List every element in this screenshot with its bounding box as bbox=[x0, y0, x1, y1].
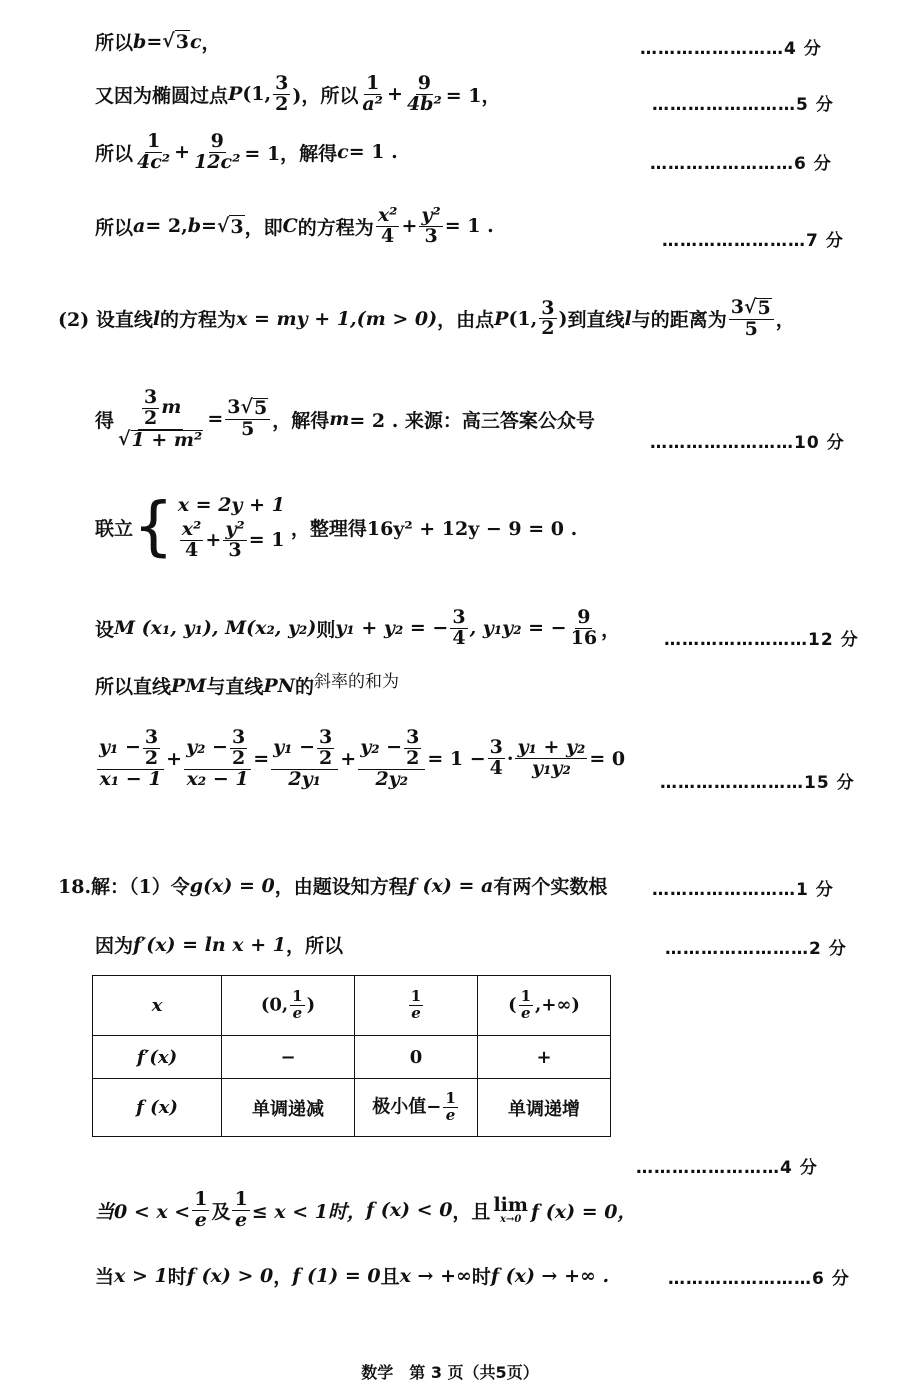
numerator: 1 bbox=[194, 1188, 208, 1210]
numerator: 3 bbox=[406, 726, 420, 748]
denominator: 3 bbox=[228, 538, 242, 561]
fraction bbox=[317, 728, 334, 769]
denominator: x₂ − 1 bbox=[186, 767, 249, 790]
denominator: 4c² bbox=[137, 150, 171, 173]
text: ) bbox=[306, 994, 316, 1016]
solution-line-14 bbox=[95, 1262, 609, 1289]
numerator: 1 bbox=[292, 987, 303, 1006]
denominator: e bbox=[194, 1208, 207, 1231]
text: 得 bbox=[95, 409, 115, 432]
text: = 1，解得 bbox=[244, 142, 338, 165]
var-c: c bbox=[189, 30, 202, 53]
denominator bbox=[116, 427, 205, 451]
fraction bbox=[223, 520, 246, 561]
numerator: 3 bbox=[541, 296, 555, 319]
numerator: 3 bbox=[231, 726, 246, 748]
text: 所以 bbox=[95, 142, 134, 165]
fraction bbox=[192, 1190, 209, 1231]
var-m: m bbox=[161, 396, 182, 419]
numerator: y² bbox=[225, 518, 245, 540]
coef: 3 bbox=[227, 396, 241, 419]
text: 的方程为 bbox=[160, 309, 237, 332]
text: ( bbox=[508, 994, 517, 1016]
numerator: 1 bbox=[146, 130, 161, 152]
text: 则 bbox=[316, 618, 336, 641]
denominator: 2 bbox=[144, 746, 159, 769]
var-a: a bbox=[133, 215, 146, 238]
text: ，由点 bbox=[437, 309, 495, 332]
radicand: 3 bbox=[230, 215, 244, 238]
line-PN: PN bbox=[263, 674, 296, 697]
equation: x = 2y + 1 bbox=[177, 494, 285, 516]
fraction bbox=[519, 989, 533, 1022]
text: + bbox=[166, 747, 183, 770]
table-cell bbox=[222, 976, 355, 1036]
numerator: 3 bbox=[319, 726, 333, 748]
page-footer: 数学 第 3 页（共5页） bbox=[361, 1363, 539, 1382]
fraction bbox=[729, 298, 774, 340]
text: ， bbox=[775, 309, 795, 332]
numerator: x² bbox=[181, 518, 202, 540]
text: ，且 bbox=[452, 1200, 491, 1223]
line-PM: PM bbox=[171, 674, 207, 697]
equation: x > 1 bbox=[114, 1264, 168, 1287]
limit bbox=[493, 1193, 528, 1225]
denominator: 4 bbox=[489, 757, 503, 780]
table-row bbox=[93, 976, 611, 1036]
text: ，即 bbox=[244, 216, 283, 239]
denominator: 2 bbox=[231, 746, 246, 769]
table-cell: + bbox=[478, 1036, 611, 1079]
text: 及 bbox=[211, 1200, 231, 1223]
denominator: x₁ − 1 bbox=[99, 767, 162, 790]
numerator: 9 bbox=[210, 130, 224, 152]
fraction bbox=[184, 728, 251, 790]
denominator: e bbox=[292, 1004, 303, 1022]
sqrt: √ 5 bbox=[743, 296, 771, 319]
text: f (x) = 0， bbox=[530, 1200, 637, 1223]
numerator bbox=[138, 388, 183, 430]
denominator: 5 bbox=[744, 317, 758, 340]
fraction bbox=[419, 206, 442, 247]
equation bbox=[178, 520, 285, 561]
text: 又因为椭圆过点 bbox=[95, 84, 229, 107]
equation: x = my + 1,(m > 0) bbox=[236, 307, 438, 330]
fraction bbox=[404, 728, 421, 769]
text: 且 bbox=[380, 1266, 400, 1288]
text: ，由题设知方程 bbox=[274, 876, 408, 898]
table-cell bbox=[355, 976, 478, 1036]
text: + bbox=[205, 529, 222, 552]
score-marker: ……………………4 分 bbox=[636, 1158, 818, 1178]
lim-text: lim bbox=[493, 1193, 528, 1216]
fraction bbox=[358, 728, 425, 790]
fraction bbox=[569, 608, 599, 649]
solution-line-6 bbox=[95, 388, 595, 451]
fraction bbox=[360, 74, 385, 115]
solution-line-9 bbox=[95, 672, 399, 699]
text: = 1 − bbox=[427, 747, 486, 770]
sqrt: √ 3 bbox=[216, 214, 244, 238]
text: 当0 < x < bbox=[95, 1200, 191, 1223]
text: 与的距离为 bbox=[631, 309, 727, 332]
text: (1, bbox=[242, 83, 272, 106]
sqrt: √ 1 + m² bbox=[118, 427, 203, 451]
text: 有两个实数根 bbox=[493, 876, 608, 898]
solution-line-4 bbox=[95, 206, 494, 247]
text: y₂ − bbox=[186, 736, 228, 759]
text: )，所以 bbox=[292, 84, 359, 107]
text: 联立 bbox=[95, 517, 134, 540]
score-marker: ……………………1 分 bbox=[652, 880, 834, 900]
solution-line-12 bbox=[95, 931, 343, 958]
fraction bbox=[116, 388, 205, 451]
numerator: 1 bbox=[410, 987, 422, 1006]
handwritten-note: 斜率的和为 bbox=[314, 672, 400, 692]
equation: f (x) > 0 bbox=[186, 1264, 274, 1287]
var-l: l bbox=[152, 307, 161, 330]
text: = bbox=[207, 408, 224, 431]
numerator: 3 bbox=[144, 726, 159, 748]
denominator: 2 bbox=[319, 746, 333, 769]
text: = 1 . bbox=[348, 141, 398, 164]
table-cell bbox=[355, 1079, 478, 1137]
text: 因为 bbox=[95, 935, 134, 957]
score-marker: ……………………6 分 bbox=[650, 154, 832, 174]
text: 当 bbox=[95, 1266, 115, 1288]
numerator bbox=[184, 728, 251, 770]
fraction bbox=[515, 738, 587, 779]
solution-line-2 bbox=[95, 74, 501, 115]
equation: f (x) < 0 bbox=[365, 1199, 453, 1222]
text: 时 bbox=[471, 1266, 491, 1288]
sqrt: √ 3 bbox=[162, 30, 189, 53]
point-P: P bbox=[494, 307, 509, 330]
text: 的方程为 bbox=[297, 216, 374, 239]
solution-line-7 bbox=[95, 490, 578, 565]
var-l: l bbox=[624, 307, 632, 330]
denominator: 4 bbox=[184, 538, 199, 561]
radicand: 1 + m² bbox=[131, 428, 203, 451]
solution-line-8 bbox=[95, 608, 620, 649]
solution-line-11 bbox=[58, 872, 607, 899]
denominator: 2y₂ bbox=[375, 767, 409, 790]
numerator: y₁ + y₂ bbox=[517, 736, 586, 759]
var-c: c bbox=[337, 141, 349, 164]
text: 所以 bbox=[95, 32, 134, 54]
table-cell: f′(x) bbox=[93, 1036, 222, 1079]
text: = bbox=[146, 30, 163, 53]
denominator: 5 bbox=[241, 418, 255, 441]
text: ，整理得16y² + 12y − 9 = 0 . bbox=[290, 517, 578, 540]
score-marker: ……………………7 分 bbox=[662, 231, 844, 251]
text: 所以 bbox=[95, 216, 134, 239]
numerator: 1 bbox=[366, 72, 380, 94]
table-cell: x bbox=[93, 976, 222, 1036]
solution-line-1 bbox=[95, 28, 221, 55]
text: ≤ x < 1时， bbox=[251, 1200, 366, 1223]
table-cell: 单调递减 bbox=[222, 1079, 355, 1137]
equation: g(x) = 0 bbox=[189, 874, 275, 897]
fraction bbox=[405, 74, 444, 115]
text: = bbox=[201, 215, 217, 238]
text: 所以直线 bbox=[95, 676, 172, 698]
text: + bbox=[340, 747, 357, 770]
text: 到直线 bbox=[567, 309, 625, 332]
score-marker: ……………………12 分 bbox=[664, 630, 859, 650]
text: (2) 设直线 bbox=[58, 309, 153, 332]
text: = 1， bbox=[445, 84, 501, 107]
text: = 1 bbox=[248, 529, 285, 552]
numerator: 1 bbox=[520, 987, 532, 1006]
text: ， bbox=[273, 1266, 293, 1288]
equation: x → +∞ bbox=[399, 1264, 472, 1287]
denominator: 2 bbox=[275, 92, 289, 115]
text: = bbox=[253, 747, 270, 770]
point-P: P bbox=[228, 83, 243, 106]
numerator: 1 bbox=[234, 1188, 248, 1210]
solution-line-5 bbox=[58, 298, 795, 340]
left-brace: { bbox=[133, 490, 174, 565]
text: 与直线 bbox=[206, 676, 264, 698]
fraction bbox=[409, 989, 423, 1022]
table-cell: − bbox=[222, 1036, 355, 1079]
numerator: x² bbox=[377, 204, 398, 226]
denominator: 2 bbox=[143, 406, 158, 429]
text: ,+∞) bbox=[535, 994, 580, 1016]
text: y₁ − bbox=[273, 736, 316, 759]
coef: 3 bbox=[730, 296, 744, 318]
numerator: 3 bbox=[452, 606, 466, 628]
text: = 2, bbox=[145, 215, 188, 238]
table-cell: f (x) bbox=[93, 1079, 222, 1137]
equation: f (1) = 0 bbox=[292, 1264, 381, 1287]
denominator: 12c² bbox=[194, 150, 241, 173]
text: ) bbox=[558, 307, 568, 330]
table-cell: 单调递增 bbox=[478, 1079, 611, 1137]
denominator: y₁y₂ bbox=[532, 757, 571, 780]
text: y₁ − bbox=[99, 736, 141, 759]
fraction bbox=[376, 206, 400, 247]
score-marker: ……………………4 分 bbox=[640, 39, 822, 59]
fraction bbox=[290, 989, 304, 1022]
equation: f (x) = a bbox=[407, 874, 494, 897]
numerator: 1 bbox=[445, 1089, 456, 1108]
text: ，所以 bbox=[286, 935, 344, 957]
equation: f (x) → +∞ . bbox=[490, 1264, 610, 1287]
denominator: e bbox=[235, 1208, 248, 1231]
denominator: 2 bbox=[541, 317, 555, 340]
text: y₂ − bbox=[360, 736, 403, 759]
solution-line-3 bbox=[95, 132, 398, 173]
fraction bbox=[271, 728, 338, 790]
numerator: 3 bbox=[275, 72, 289, 94]
numerator bbox=[97, 728, 164, 770]
fraction bbox=[230, 728, 247, 769]
equation-system bbox=[178, 494, 285, 561]
fraction bbox=[142, 388, 159, 429]
text: + bbox=[401, 215, 418, 238]
text: 设 bbox=[95, 618, 115, 641]
text: (1, bbox=[508, 307, 538, 330]
denominator: 2y₁ bbox=[288, 767, 321, 790]
fraction bbox=[143, 728, 160, 769]
text: 时 bbox=[167, 1266, 187, 1288]
fraction bbox=[450, 608, 467, 649]
text: 的 bbox=[295, 676, 315, 698]
fraction bbox=[97, 728, 164, 790]
numerator: 9 bbox=[577, 606, 591, 628]
points-M: M (x₁, y₁), M(x₂, y₂) bbox=[114, 617, 317, 640]
numerator: 9 bbox=[417, 72, 431, 94]
fraction bbox=[232, 1190, 249, 1231]
var-m: m bbox=[329, 408, 350, 431]
text: = 1 . bbox=[444, 215, 494, 238]
variation-table bbox=[92, 975, 611, 1137]
text: = 0 bbox=[589, 747, 626, 770]
fraction bbox=[539, 296, 556, 340]
text: 18.解：（1）令 bbox=[58, 876, 190, 898]
numerator: 3 bbox=[143, 386, 158, 408]
var-b: b bbox=[133, 30, 147, 53]
equation: , y₁y₂ = − bbox=[469, 617, 567, 640]
text: 极小值− bbox=[372, 1096, 442, 1118]
denominator: e bbox=[445, 1106, 456, 1124]
fraction bbox=[273, 74, 290, 115]
text: ， bbox=[601, 618, 621, 641]
score-marker: ……………………10 分 bbox=[650, 433, 845, 453]
text: (0, bbox=[260, 994, 289, 1016]
numerator: y² bbox=[421, 204, 441, 226]
text: ， bbox=[201, 32, 221, 54]
score-marker: ……………………5 分 bbox=[652, 95, 834, 115]
table-cell bbox=[478, 976, 611, 1036]
text: + bbox=[174, 141, 191, 164]
equation: y₁ + y₂ = − bbox=[335, 617, 449, 640]
numerator bbox=[271, 728, 338, 770]
sqrt: √ 5 bbox=[240, 396, 268, 420]
text: = 2 . 来源：高三答案公众号 bbox=[349, 409, 595, 432]
score-marker: ……………………6 分 bbox=[668, 1269, 850, 1289]
table-row bbox=[93, 1079, 611, 1137]
radicand: 3 bbox=[175, 31, 189, 53]
fraction bbox=[443, 1091, 457, 1124]
fraction bbox=[225, 398, 270, 440]
solution-line-13 bbox=[95, 1190, 636, 1231]
denominator: e bbox=[521, 1004, 531, 1022]
fraction bbox=[488, 738, 505, 779]
denominator: a² bbox=[362, 92, 384, 115]
text: + bbox=[387, 83, 403, 106]
numerator bbox=[225, 398, 270, 420]
solution-line-10 bbox=[95, 728, 625, 790]
radicand: 5 bbox=[253, 397, 268, 420]
var-C: C bbox=[282, 215, 298, 238]
fraction bbox=[135, 132, 172, 173]
denominator: 3 bbox=[424, 224, 438, 247]
var-b: b bbox=[187, 215, 201, 238]
equation: f′(x) = ln x + 1 bbox=[133, 933, 286, 956]
fraction bbox=[192, 132, 242, 173]
denominator: 4 bbox=[452, 626, 466, 649]
radicand: 5 bbox=[757, 297, 771, 319]
lim-subscript: x→0 bbox=[500, 1213, 522, 1225]
denominator: e bbox=[411, 1004, 421, 1022]
numerator bbox=[729, 298, 774, 320]
table-row bbox=[93, 1036, 611, 1079]
fraction bbox=[180, 520, 204, 561]
numerator bbox=[358, 728, 425, 770]
denominator: 4 bbox=[381, 224, 395, 247]
denominator: 2 bbox=[406, 746, 420, 769]
denominator: 16 bbox=[570, 626, 598, 649]
text: ，解得 bbox=[272, 409, 330, 432]
table-cell: 0 bbox=[355, 1036, 478, 1079]
denominator: 4b² bbox=[406, 92, 442, 115]
numerator: 3 bbox=[489, 736, 503, 759]
text: · bbox=[506, 747, 514, 770]
score-marker: ……………………2 分 bbox=[665, 939, 847, 959]
score-marker: ……………………15 分 bbox=[660, 773, 855, 793]
